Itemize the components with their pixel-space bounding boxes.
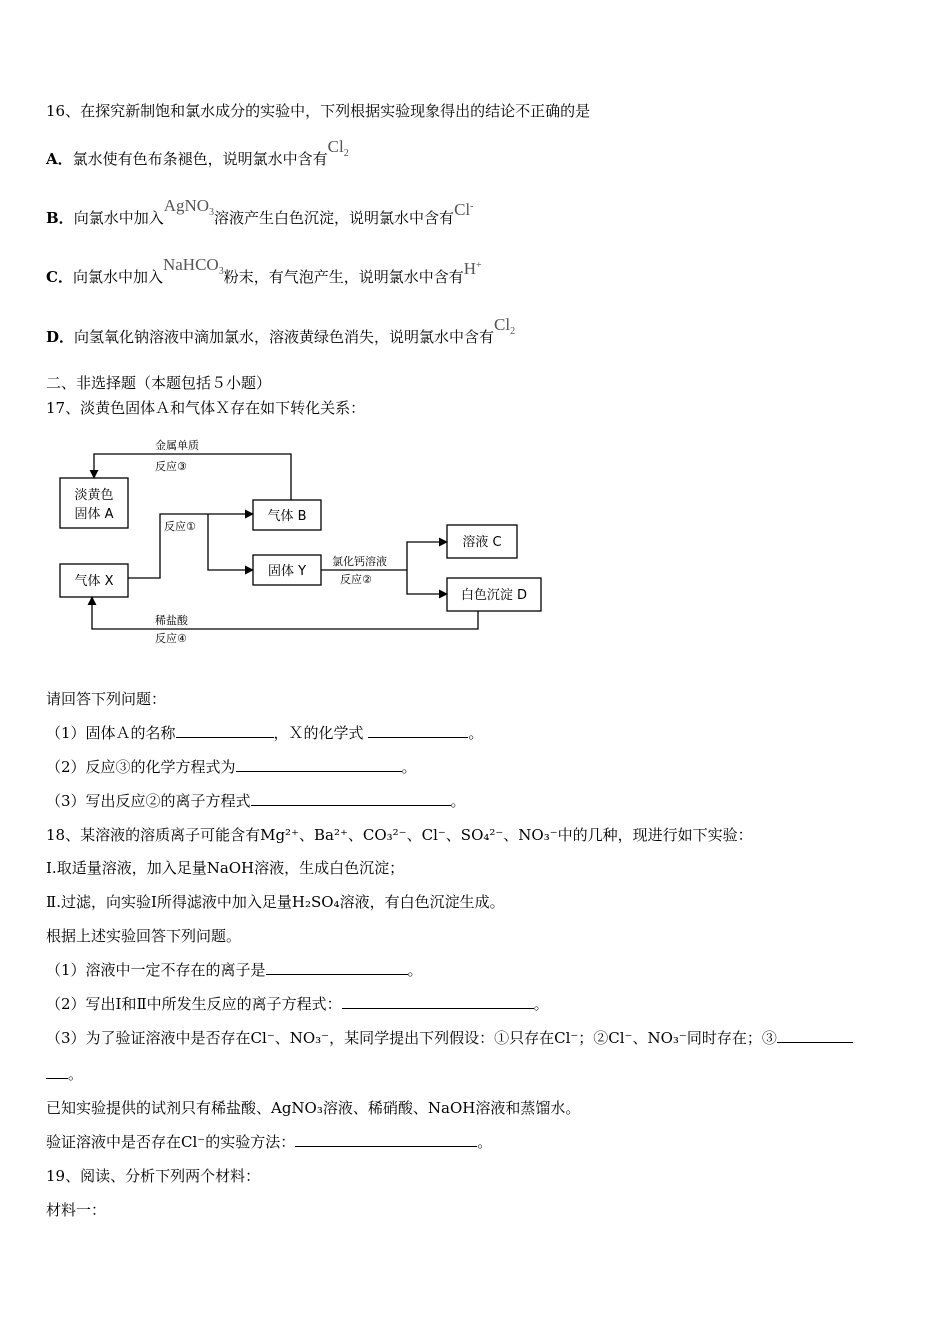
label-reaction-4: 反应④ [155,632,187,645]
formula-cl-ion: Cl- [454,200,474,219]
box-b-text: 气体 B [267,509,307,524]
q16-option-d [46,315,516,350]
q17-diagram [50,432,550,647]
box-a-text-1: 淡黄色 [74,488,114,503]
answer-blank[interactable] [295,1132,477,1147]
arrow-reaction-3 [94,454,291,500]
q19-material-1: 材料一： [46,1201,107,1219]
label-hcl: 稀盐酸 [155,614,188,627]
answer-blank[interactable] [46,1064,68,1079]
box-y-text: 固体 Y [267,564,307,579]
box-x-text: 气体 X [74,574,114,589]
q17-part-3: （3）写出反应②的离子方程式 。 [46,792,466,810]
answer-blank[interactable] [266,960,408,975]
answer-blank[interactable] [176,723,274,738]
q16-stem: 16、在探究新制饱和氯水成分的实验中，下列根据实验现象得出的结论不正确的是 [46,102,591,120]
formula-h-ion: H+ [463,259,482,278]
q19-stem: 19、阅读、分析下列两个材料： [46,1167,261,1185]
option-a-text: 氯水使有色布条褪色，说明氯水中含有 [72,150,328,168]
label-reaction-1: 反应① [164,520,196,533]
option-c-text2: 粉末，有气泡产生，说明氯水中含有 [223,268,464,286]
option-b-label: B． [46,209,74,227]
option-d-label: D． [46,328,75,346]
option-b-text2: 溶液产生白色沉淀，说明氯水中含有 [214,209,455,227]
option-c-label: C． [46,268,73,286]
box-c-text: 溶液 C [462,535,502,550]
q17-stem: 17、淡黄色固体Ａ和气体Ｘ存在如下转化关系： [46,399,366,417]
section-heading: 二、非选择题（本题包括５小题） [46,374,272,392]
label-metal: 金属单质 [155,439,199,452]
arrow-to-y [208,514,253,570]
answer-blank[interactable] [368,723,468,738]
q18-step-2: Ⅱ.过滤，向实验Ⅰ所得滤液中加入足量H₂SO₄溶液，有白色沉淀生成。 [46,893,505,911]
q16-option-b [46,196,474,231]
label-reaction-2: 反应② [340,573,372,586]
option-d-text: 向氢氧化钠溶液中滴加氯水，溶液黄绿色消失，说明氯水中含有 [74,328,495,346]
option-b-text1: 向氯水中加入 [73,209,164,227]
q18-part-4: 验证溶液中是否存在Cl⁻的实验方法： 。 [46,1133,493,1151]
q17-part-2: （2）反应③的化学方程式为 。 [46,758,417,776]
label-reaction-3: 反应③ [155,460,187,473]
q18-instruction: 根据上述实验回答下列问题。 [46,927,242,945]
q16-option-c [46,255,482,290]
formula-cl2: $Cl_2$ [327,137,349,159]
formula-cl2: $Cl_2$ [494,315,516,337]
q18-stem: 18、某溶液的溶质离子可能含有Mg²⁺、Ba²⁺、CO₃²⁻、Cl⁻、SO₄²⁻、NO₃⁻中的几种，现进行如下实验： [46,826,753,844]
formula-nahco3: NaHCO$_3$ [162,255,224,277]
answer-blank[interactable] [251,791,451,806]
formula-agno3: AgNO$_3$ [163,196,215,218]
arrow-reaction-4 [92,597,478,629]
label-cacl2: 氯化钙溶液 [332,555,387,568]
q18-reagents: 已知实验提供的试剂只有稀盐酸、AgNO₃溶液、稀硝酸、NaOH溶液和蒸馏水。 [46,1099,581,1117]
answer-blank[interactable] [777,1028,853,1043]
answer-blank[interactable] [236,757,402,772]
box-d-text: 白色沉淀 D [460,588,528,603]
arrow-to-d [407,570,447,594]
q18-part-3: （3）为了验证溶液中是否存在Cl⁻、NO₃⁻，某同学提出下列假设：①只存在Cl⁻；②Cl⁻、NO₃⁻同时存在；③ [46,1028,853,1048]
q18-part-2: （2）写出Ⅰ和Ⅱ中所发生反应的离子方程式： 。 [46,995,549,1013]
q16-option-a [46,137,349,172]
arrow-to-c [407,542,447,570]
q17-prompt: 请回答下列问题： [46,690,167,708]
q18-step-1: Ⅰ.取适量溶液，加入足量NaOH溶液，生成白色沉淀； [46,859,405,877]
answer-blank[interactable] [342,994,534,1009]
q17-part-1: （1）固体Ａ的名称 ，Ｘ的化学式 。 [46,724,484,742]
box-a-text-2: 固体 A [74,507,114,522]
q18-part-3-continued: 。 [46,1064,83,1084]
option-c-text1: 向氯水中加入 [72,268,163,286]
q18-part-1: （1）溶液中一定不存在的离子是 。 [46,961,423,979]
option-a-label: A． [46,150,73,168]
